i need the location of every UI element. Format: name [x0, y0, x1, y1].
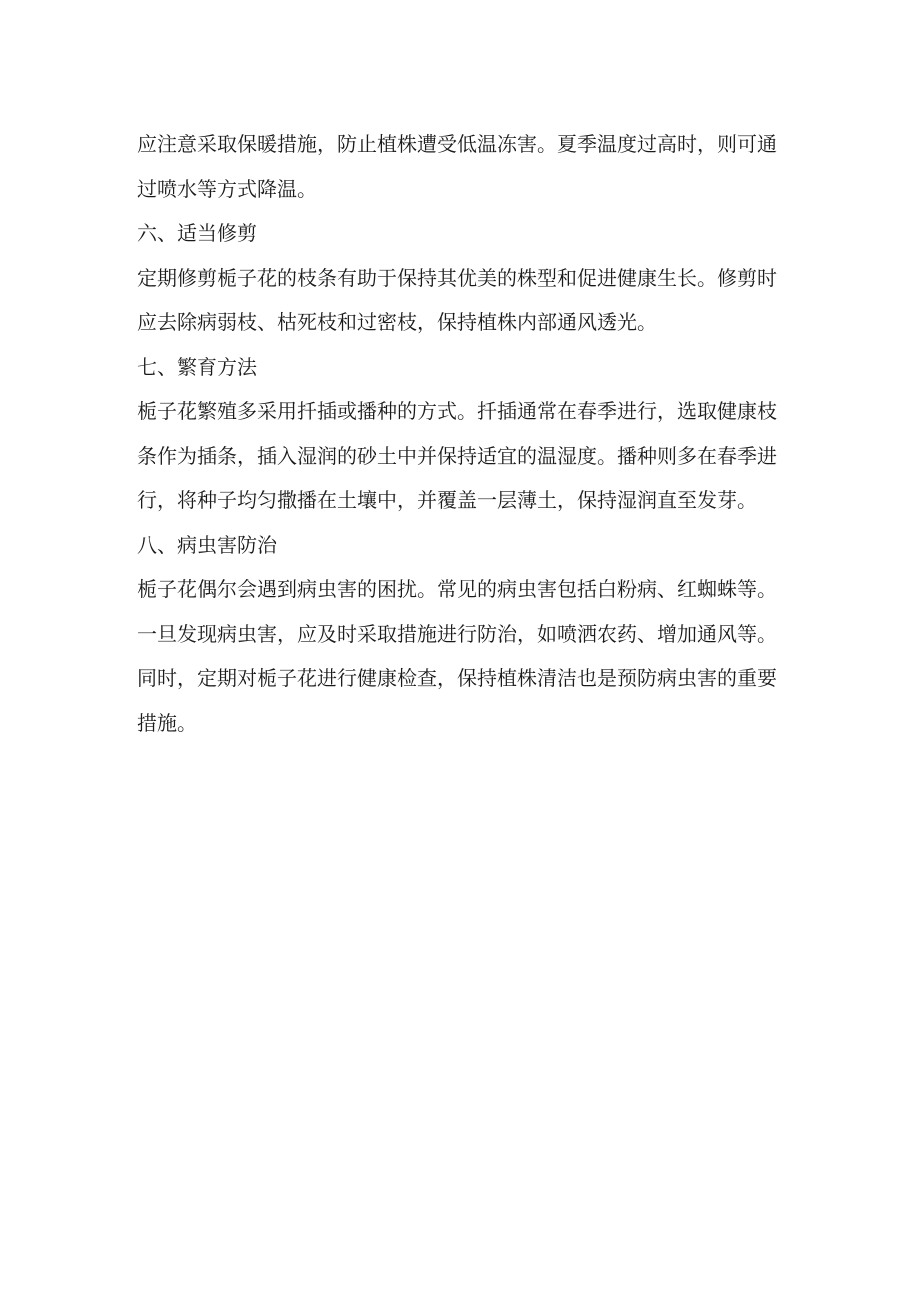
heading-text: 七、繁育方法 — [137, 354, 257, 379]
text-line: 栀子花繁殖多采用扦插或播种的方式。扦插通常在春季进行，选取健康枝 — [137, 399, 777, 423]
heading-text: 八、病虫害防治 — [137, 532, 277, 557]
section-heading-pruning — [137, 211, 787, 256]
section-heading-propagation — [137, 345, 787, 390]
document-body — [137, 122, 787, 745]
heading-text: 六、适当修剪 — [137, 221, 257, 245]
paragraph-propagation — [137, 389, 787, 523]
paragraph-temperature — [137, 122, 787, 211]
paragraph-pruning — [137, 256, 787, 345]
text-line: 一旦发现病虫害，应及时采取措施进行防治，如喷洒农药、增加通风等。 — [137, 621, 777, 646]
text-line: 条作为插条，插入湿润的砂土中并保持适宜的温湿度。播种则多在春季进 — [137, 443, 777, 468]
text-line: 同时，定期对栀子花进行健康检查，保持植株清洁也是预防病虫害的重要 — [137, 666, 777, 690]
section-heading-pest-control — [137, 523, 787, 568]
text-line: 应注意采取保暖措施，防止植株遭受低温冻害。夏季温度过高时，则可通 — [137, 132, 777, 156]
text-line: 应去除病弱枝、枯死枝和过密枝，保持植株内部通风透光。 — [137, 310, 657, 334]
paragraph-pest-control — [137, 567, 787, 745]
text-line: 定期修剪栀子花的枝条有助于保持其优美的株型和促进健康生长。修剪时 — [137, 265, 777, 290]
text-line: 行，将种子均匀撒播在土壤中，并覆盖一层薄土，保持湿润直至发芽。 — [137, 488, 757, 512]
text-line: 措施。 — [137, 710, 197, 735]
text-line: 过喷水等方式降温。 — [137, 176, 317, 201]
text-line: 栀子花偶尔会遇到病虫害的困扰。常见的病虫害包括白粉病、红蜘蛛等。 — [137, 577, 777, 601]
